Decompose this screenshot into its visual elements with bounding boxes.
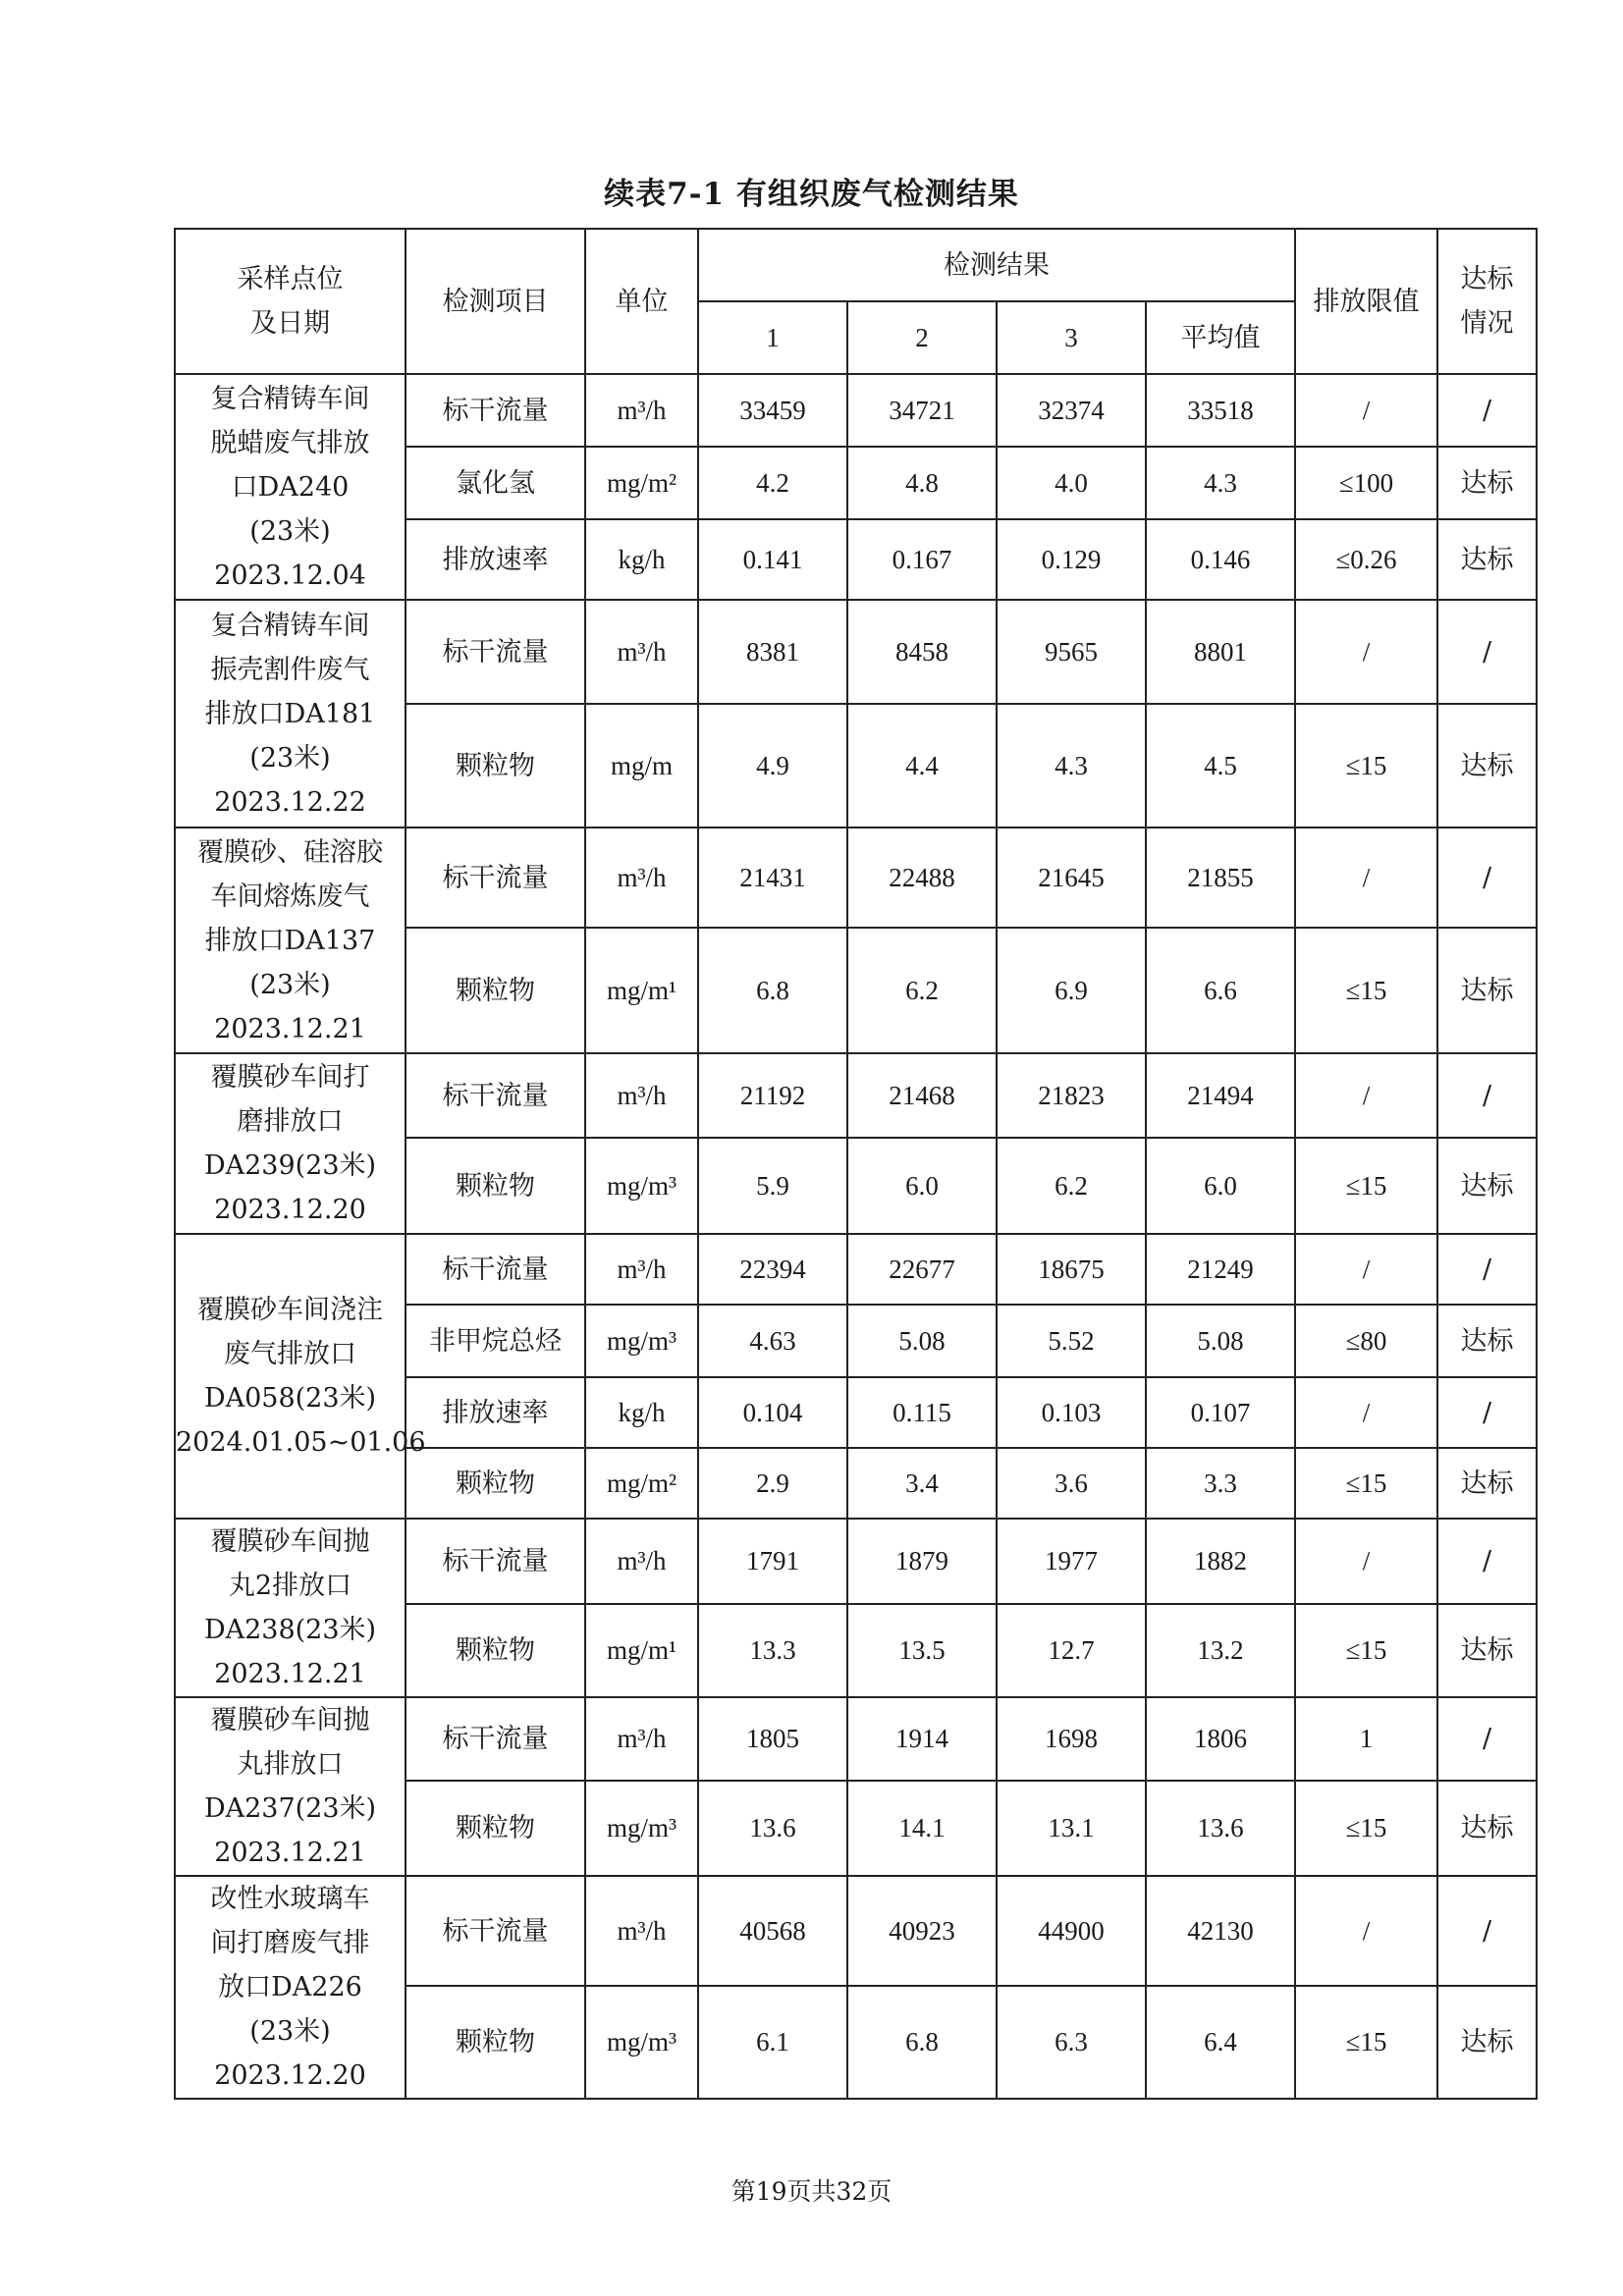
status-cell: 达标 [1437,1781,1537,1877]
result-3-cell: 9565 [997,600,1146,704]
unit-cell: m³/h [585,374,698,447]
limit-cell: / [1295,1519,1437,1604]
result-1-cell: 1791 [698,1519,847,1604]
result-1-cell: 33459 [698,374,847,447]
limit-cell: / [1295,1876,1437,1986]
average-cell: 0.146 [1146,519,1295,600]
item-cell: 颗粒物 [406,1448,585,1519]
result-2-cell: 3.4 [847,1448,997,1519]
page-footer: 第19页共32页 [730,2177,893,2206]
result-1-cell: 13.6 [698,1781,847,1877]
result-3-cell: 1698 [997,1697,1146,1781]
limit-cell: ≤15 [1295,704,1437,828]
unit-cell: m³/h [585,1876,698,1986]
item-cell: 标干流量 [406,1519,585,1604]
result-1-cell: 6.1 [698,1986,847,2099]
unit-cell: mg/m¹ [585,928,698,1053]
result-1-cell: 22394 [698,1234,847,1305]
result-2-cell: 0.115 [847,1377,997,1448]
header-status: 达标 情况 [1437,229,1537,374]
limit-cell: ≤80 [1295,1305,1437,1377]
status-cell: / [1437,600,1537,704]
item-cell: 标干流量 [406,1876,585,1986]
result-1-cell: 6.8 [698,928,847,1053]
result-3-cell: 5.52 [997,1305,1146,1377]
result-3-cell: 13.1 [997,1781,1146,1877]
average-cell: 21855 [1146,828,1295,928]
table-body [175,374,1537,2099]
limit-cell: / [1295,600,1437,704]
unit-cell: mg/m [585,704,698,828]
header-col-2: 2 [847,301,997,374]
limit-cell: ≤15 [1295,1781,1437,1877]
average-cell: 4.5 [1146,704,1295,828]
result-2-cell: 14.1 [847,1781,997,1877]
average-cell: 6.4 [1146,1986,1295,2099]
result-3-cell: 0.103 [997,1377,1146,1448]
status-cell: 达标 [1437,928,1537,1053]
sampling-site-cell: 覆膜砂、硅溶胶 车间熔炼废气 排放口DA137 (23米) 2023.12.21 [175,828,406,1053]
result-1-cell: 2.9 [698,1448,847,1519]
result-1-cell: 8381 [698,600,847,704]
average-cell: 8801 [1146,600,1295,704]
average-cell: 21494 [1146,1053,1295,1138]
item-cell: 标干流量 [406,1697,585,1781]
unit-cell: kg/h [585,1377,698,1448]
average-cell: 6.0 [1146,1138,1295,1234]
status-cell: / [1437,1234,1537,1305]
result-1-cell: 0.104 [698,1377,847,1448]
limit-cell: ≤15 [1295,1986,1437,2099]
average-cell: 33518 [1146,374,1295,447]
limit-cell: / [1295,1234,1437,1305]
result-2-cell: 6.2 [847,928,997,1053]
unit-cell: mg/m² [585,447,698,519]
result-2-cell: 1879 [847,1519,997,1604]
limit-cell: / [1295,374,1437,447]
result-2-cell: 22488 [847,828,997,928]
item-cell: 颗粒物 [406,1604,585,1697]
unit-cell: mg/m² [585,1448,698,1519]
result-2-cell: 8458 [847,600,997,704]
header-limit: 排放限值 [1295,229,1437,374]
result-2-cell: 4.4 [847,704,997,828]
result-1-cell: 4.2 [698,447,847,519]
result-3-cell: 44900 [997,1876,1146,1986]
unit-cell: m³/h [585,1053,698,1138]
table-row [175,1053,1537,1138]
average-cell: 1806 [1146,1697,1295,1781]
emission-results-table [174,228,1538,2100]
item-cell: 排放速率 [406,519,585,600]
result-3-cell: 4.3 [997,704,1146,828]
result-2-cell: 1914 [847,1697,997,1781]
limit-cell: ≤100 [1295,447,1437,519]
result-1-cell: 4.63 [698,1305,847,1377]
header-col-avg: 平均值 [1146,301,1295,374]
result-2-cell: 5.08 [847,1305,997,1377]
header-results: 检测结果 [698,229,1295,301]
average-cell: 21249 [1146,1234,1295,1305]
table-row [175,1234,1537,1305]
unit-cell: mg/m³ [585,1986,698,2099]
unit-cell: m³/h [585,828,698,928]
result-2-cell: 34721 [847,374,997,447]
item-cell: 标干流量 [406,1234,585,1305]
sampling-site-cell: 覆膜砂车间打 磨排放口 DA239(23米) 2023.12.20 [175,1053,406,1234]
result-3-cell: 6.2 [997,1138,1146,1234]
result-2-cell: 6.8 [847,1986,997,2099]
status-cell: / [1437,828,1537,928]
header-col-3: 3 [997,301,1146,374]
item-cell: 氯化氢 [406,447,585,519]
result-2-cell: 21468 [847,1053,997,1138]
average-cell: 13.6 [1146,1781,1295,1877]
result-3-cell: 21823 [997,1053,1146,1138]
limit-cell: / [1295,1377,1437,1448]
limit-cell: / [1295,1053,1437,1138]
item-cell: 标干流量 [406,828,585,928]
table-row [175,600,1537,704]
status-cell: 达标 [1437,1138,1537,1234]
unit-cell: m³/h [585,1234,698,1305]
status-cell: 达标 [1437,519,1537,600]
average-cell: 42130 [1146,1876,1295,1986]
unit-cell: mg/m³ [585,1305,698,1377]
table-title: 续表7-1 有组织废气检测结果 [604,177,1019,212]
result-1-cell: 13.3 [698,1604,847,1697]
item-cell: 排放速率 [406,1377,585,1448]
result-2-cell: 4.8 [847,447,997,519]
sampling-site-cell: 复合精铸车间 脱蜡废气排放 口DA240 (23米) 2023.12.04 [175,374,406,600]
item-cell: 标干流量 [406,374,585,447]
result-3-cell: 18675 [997,1234,1146,1305]
result-1-cell: 21192 [698,1053,847,1138]
average-cell: 4.3 [1146,447,1295,519]
status-cell: / [1437,1519,1537,1604]
status-cell: / [1437,374,1537,447]
result-1-cell: 4.9 [698,704,847,828]
status-cell: 达标 [1437,1986,1537,2099]
result-3-cell: 1977 [997,1519,1146,1604]
status-cell: 达标 [1437,1305,1537,1377]
result-2-cell: 40923 [847,1876,997,1986]
limit-cell: ≤15 [1295,1448,1437,1519]
status-cell: 达标 [1437,704,1537,828]
sampling-site-cell: 覆膜砂车间抛 丸2排放口 DA238(23米) 2023.12.21 [175,1519,406,1697]
result-3-cell: 6.3 [997,1986,1146,2099]
result-1-cell: 1805 [698,1697,847,1781]
limit-cell: ≤0.26 [1295,519,1437,600]
average-cell: 1882 [1146,1519,1295,1604]
status-cell: 达标 [1437,1604,1537,1697]
limit-cell: ≤15 [1295,928,1437,1053]
sampling-site-cell: 改性水玻璃车 间打磨废气排 放口DA226 (23米) 2023.12.20 [175,1876,406,2099]
result-2-cell: 13.5 [847,1604,997,1697]
sampling-site-cell: 覆膜砂车间浇注 废气排放口 DA058(23米) 2024.01.05~01.06 [175,1234,406,1519]
unit-cell: m³/h [585,1697,698,1781]
result-1-cell: 5.9 [698,1138,847,1234]
limit-cell: / [1295,828,1437,928]
item-cell: 非甲烷总烃 [406,1305,585,1377]
status-cell: / [1437,1053,1537,1138]
average-cell: 3.3 [1146,1448,1295,1519]
header-site: 采样点位 及日期 [175,229,406,374]
unit-cell: kg/h [585,519,698,600]
status-cell: / [1437,1876,1537,1986]
header-item: 检测项目 [406,229,585,374]
result-1-cell: 21431 [698,828,847,928]
unit-cell: m³/h [585,1519,698,1604]
result-2-cell: 6.0 [847,1138,997,1234]
result-3-cell: 21645 [997,828,1146,928]
table-row [175,828,1537,928]
average-cell: 6.6 [1146,928,1295,1053]
result-2-cell: 22677 [847,1234,997,1305]
result-1-cell: 0.141 [698,519,847,600]
unit-cell: m³/h [585,600,698,704]
unit-cell: mg/m³ [585,1138,698,1234]
item-cell: 颗粒物 [406,928,585,1053]
item-cell: 标干流量 [406,1053,585,1138]
limit-cell: 1 [1295,1697,1437,1781]
unit-cell: mg/m¹ [585,1604,698,1697]
status-cell: / [1437,1377,1537,1448]
unit-cell: mg/m³ [585,1781,698,1877]
result-1-cell: 40568 [698,1876,847,1986]
item-cell: 颗粒物 [406,1781,585,1877]
average-cell: 5.08 [1146,1305,1295,1377]
average-cell: 13.2 [1146,1604,1295,1697]
sampling-site-cell: 覆膜砂车间抛 丸排放口 DA237(23米) 2023.12.21 [175,1697,406,1876]
result-3-cell: 0.129 [997,519,1146,600]
limit-cell: ≤15 [1295,1604,1437,1697]
item-cell: 颗粒物 [406,1138,585,1234]
result-3-cell: 6.9 [997,928,1146,1053]
sampling-site-cell: 复合精铸车间 振壳割件废气 排放口DA181 (23米) 2023.12.22 [175,600,406,828]
item-cell: 颗粒物 [406,1986,585,2099]
table-row [175,1697,1537,1781]
table-row [175,374,1537,447]
result-3-cell: 3.6 [997,1448,1146,1519]
result-3-cell: 4.0 [997,447,1146,519]
item-cell: 颗粒物 [406,704,585,828]
result-3-cell: 12.7 [997,1604,1146,1697]
table-row [175,1519,1537,1604]
average-cell: 0.107 [1146,1377,1295,1448]
header-unit: 单位 [585,229,698,374]
status-cell: 达标 [1437,1448,1537,1519]
table-row [175,1876,1537,1986]
status-cell: 达标 [1437,447,1537,519]
item-cell: 标干流量 [406,600,585,704]
result-2-cell: 0.167 [847,519,997,600]
status-cell: / [1437,1697,1537,1781]
limit-cell: ≤15 [1295,1138,1437,1234]
header-col-1: 1 [698,301,847,374]
result-3-cell: 32374 [997,374,1146,447]
